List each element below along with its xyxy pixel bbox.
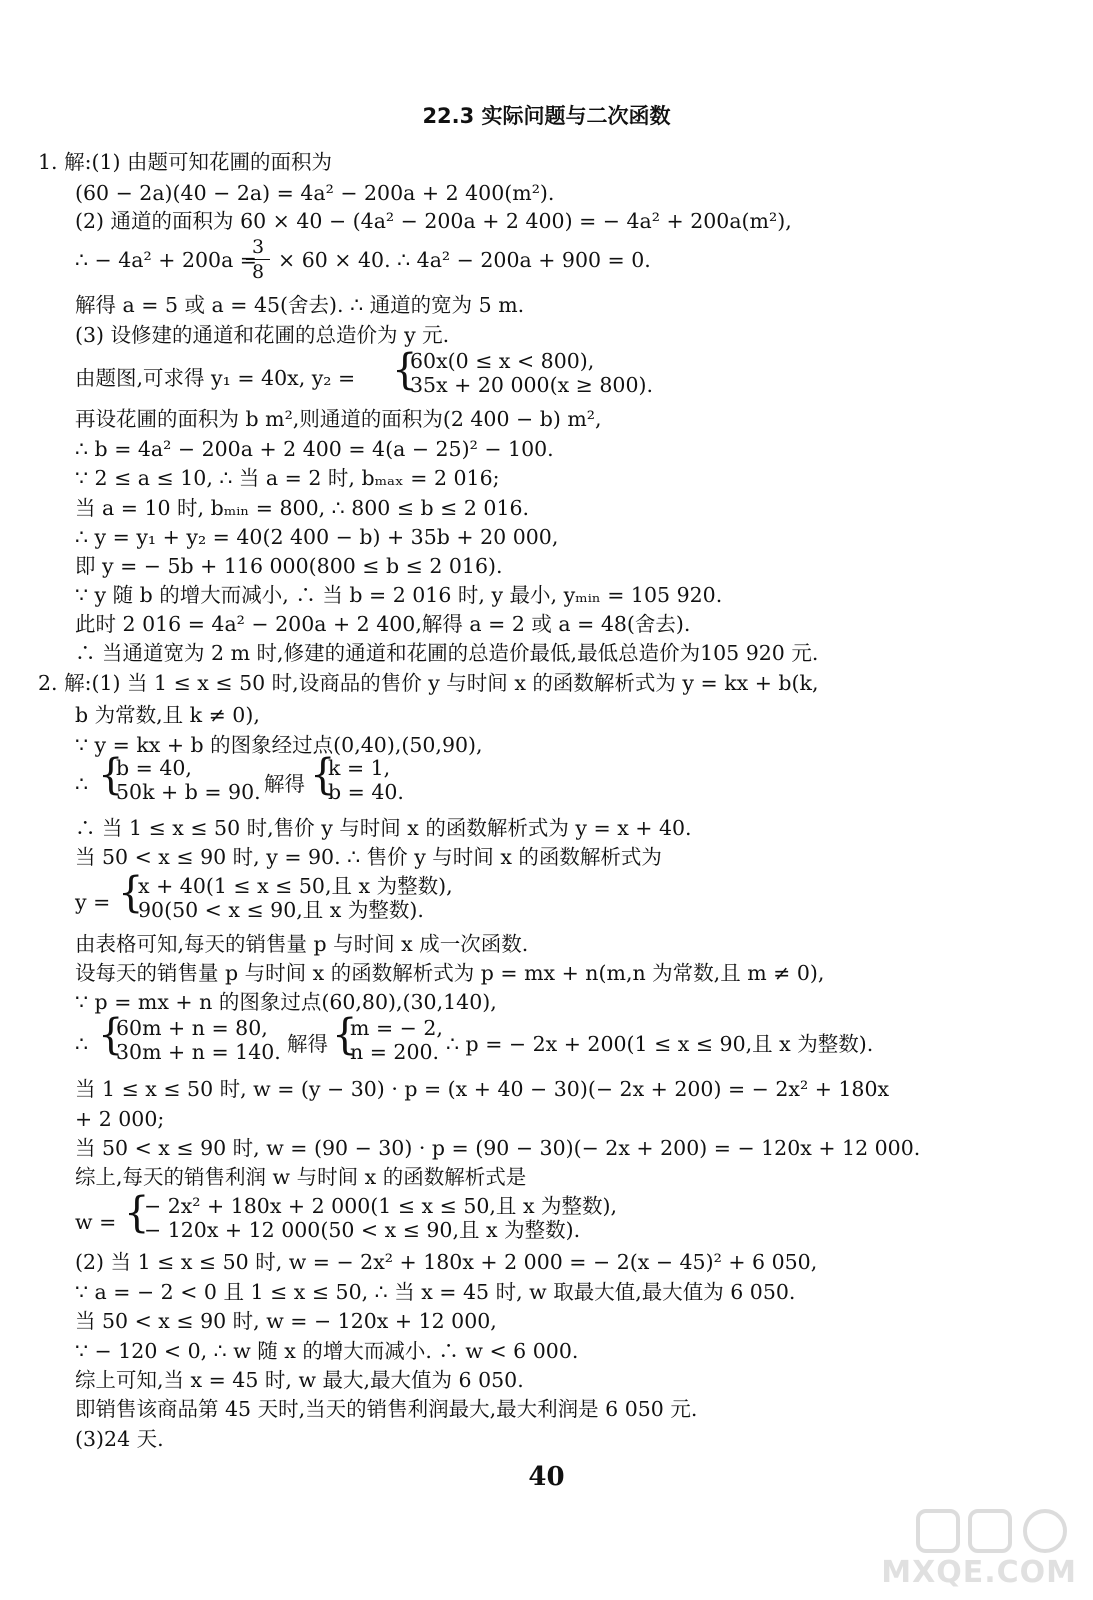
system-row: 60x(0 ≤ x < 800), [410, 349, 595, 373]
left-brace: { [98, 750, 124, 800]
system-row: − 120x + 12 000(50 < x ≤ 90,且 x 为整数). [144, 1218, 581, 1242]
solution-line: 设每天的销售量 p 与时间 x 的函数解析式为 p = mx + n(m,n 为常数,且 m ≠ 0), [75, 961, 825, 985]
left-brace: { [332, 1010, 358, 1060]
solution-line: × 60 × 40. ∴ 4a² − 200a + 900 = 0. [278, 248, 651, 272]
system-row: m = − 2, [350, 1016, 443, 1040]
solution-line: ∵ a = − 2 < 0 且 1 ≤ x ≤ 50, ∴ 当 x = 45 时, w 取最大值,最大值为 6 050. [75, 1280, 796, 1304]
page-title: 22.3 实际问题与二次函数 [422, 104, 671, 128]
solution-line: ∵ p = mx + n 的图象过点(60,80),(30,140), [75, 990, 497, 1014]
solution-line: 解得 a = 5 或 a = 45(舍去). ∴ 通道的宽为 5 m. [75, 293, 525, 317]
solution-line: 当 50 < x ≤ 90 时, w = (90 − 30) · p = (90 − 30)(− 2x + 200) = − 120x + 12 000. [75, 1136, 921, 1160]
problem-1-heading: 1. 解:(1) 由题可知花圃的面积为 [38, 150, 333, 174]
solution-line: 即 y = − 5b + 116 000(800 ≤ b ≤ 2 016). [75, 554, 503, 578]
solution-line: ∵ 2 ≤ a ≤ 10, ∴ 当 a = 2 时, bₘₐₓ = 2 016; [75, 466, 500, 490]
solution-line: (60 − 2a)(40 − 2a) = 4a² − 200a + 2 400(m²). [75, 181, 555, 205]
solution-line: ∵ y = kx + b 的图象经过点(0,40),(50,90), [75, 733, 483, 757]
solution-line: ∵ y 随 b 的增大而减小, ∴ 当 b = 2 016 时, y 最小, yₘᵢₙ = 105 920. [75, 583, 723, 607]
system-row: k = 1, [328, 756, 391, 780]
equation-system-y2 [410, 349, 653, 397]
solution-line: ∴ b = 4a² − 200a + 2 400 = 4(a − 25)² − 100. [75, 437, 554, 461]
solution-line: 由表格可知,每天的销售量 p 与时间 x 成一次函数. [75, 932, 529, 956]
solution-line: 当 a = 10 时, bₘᵢₙ = 800, ∴ 800 ≤ b ≤ 2 016. [75, 496, 530, 520]
fraction-bar [246, 259, 270, 260]
system-row: n = 200. [350, 1040, 440, 1064]
solution-line: ∴ [75, 1032, 89, 1056]
equation-system-mn [116, 1016, 281, 1064]
system-row: b = 40. [328, 780, 404, 804]
system-row: 50k + b = 90. [116, 780, 261, 804]
system-row: 35x + 20 000(x ≥ 800). [410, 373, 653, 397]
solution-line: ∴ p = − 2x + 200(1 ≤ x ≤ 90,且 x 为整数). [446, 1032, 874, 1056]
fraction-denominator: 8 [251, 261, 265, 283]
solution-line: (3) 设修建的通道和花圃的总造价为 y 元. [75, 323, 450, 347]
system-row: − 2x² + 180x + 2 000(1 ≤ x ≤ 50,且 x 为整数), [144, 1194, 618, 1218]
solution-line: ∵ − 120 < 0, ∴ w 随 x 的增大而减小. ∴ w < 6 000. [75, 1339, 579, 1363]
solution-line: 解得 [264, 772, 305, 796]
equation-system-kb [116, 756, 261, 804]
system-row: x + 40(1 ≤ x ≤ 50,且 x 为整数), [138, 874, 453, 898]
solution-line: ∴ − 4a² + 200a = [75, 248, 257, 272]
system-row: 60m + n = 80, [116, 1016, 268, 1040]
system-row: 90(50 < x ≤ 90,且 x 为整数). [138, 898, 424, 922]
left-brace: { [124, 1188, 150, 1238]
left-brace: { [392, 345, 418, 395]
solution-line: (2) 当 1 ≤ x ≤ 50 时, w = − 2x² + 180x + 2 000 = − 2(x − 45)² + 6 050, [75, 1250, 818, 1274]
solution-line: b 为常数,且 k ≠ 0), [75, 703, 260, 727]
system-row: b = 40, [116, 756, 192, 780]
solution-line: 综上,每天的销售利润 w 与时间 x 的函数解析式是 [75, 1165, 527, 1189]
left-brace: { [310, 750, 336, 800]
left-brace: { [98, 1010, 124, 1060]
watermark-text: MXQE.COM [881, 1555, 1077, 1590]
solution-line: w = [75, 1210, 117, 1234]
solution-line: ∴ [75, 772, 89, 796]
problem-2-heading: 2. 解:(1) 当 1 ≤ x ≤ 50 时,设商品的售价 y 与时间 x 的函数解析式为 y = kx + b(k, [38, 671, 819, 695]
solution-line: 由题图,可求得 y₁ = 40x, y₂ = [75, 366, 356, 390]
left-brace: { [118, 868, 144, 918]
piecewise-y [138, 874, 453, 922]
solution-line: (2) 通道的面积为 60 × 40 − (4a² − 200a + 2 400) = − 4a² + 200a(m²), [75, 209, 792, 233]
page-number: 40 [528, 1462, 565, 1492]
solution-line: 此时 2 016 = 4a² − 200a + 2 400,解得 a = 2 或 a = 48(舍去). [75, 612, 691, 636]
piecewise-w [144, 1194, 617, 1242]
solution-line: 当 50 < x ≤ 90 时, y = 90. ∴ 售价 y 与时间 x 的函数解析式为 [75, 845, 662, 869]
solution-line: 综上可知,当 x = 45 时, w 最大,最大值为 6 050. [75, 1368, 524, 1392]
solution-line: 解得 [287, 1032, 328, 1056]
solution-line: 当 50 < x ≤ 90 时, w = − 120x + 12 000, [75, 1309, 497, 1333]
solution-line: ∴ 当 1 ≤ x ≤ 50 时,售价 y 与时间 x 的函数解析式为 y = x + 40. [75, 816, 692, 840]
solution-line: ∴ y = y₁ + y₂ = 40(2 400 − b) + 35b + 20 000, [75, 525, 559, 549]
fraction-three-eighths [246, 236, 270, 283]
solution-line: (3)24 天. [75, 1427, 164, 1451]
solution-line: + 2 000; [75, 1107, 165, 1131]
solution-line: y = [75, 890, 111, 914]
fraction-numerator: 3 [251, 236, 265, 258]
solution-line: ∴ 当通道宽为 2 m 时,修建的通道和花圃的总造价最低,最低总造价为105 920 元. [75, 641, 819, 665]
solution-line: 再设花圃的面积为 b m²,则通道的面积为(2 400 − b) m², [75, 407, 602, 431]
equation-system-mn-solution [350, 1016, 443, 1064]
watermark-icon [910, 1507, 1085, 1562]
solution-line: 即销售该商品第 45 天时,当天的销售利润最大,最大利润是 6 050 元. [75, 1397, 698, 1421]
solution-line: 当 1 ≤ x ≤ 50 时, w = (y − 30) · p = (x + 40 − 30)(− 2x + 200) = − 2x² + 180x [75, 1077, 890, 1101]
equation-system-kb-solution [328, 756, 404, 804]
watermark-logo [881, 1507, 1085, 1592]
system-row: 30m + n = 140. [116, 1040, 281, 1064]
